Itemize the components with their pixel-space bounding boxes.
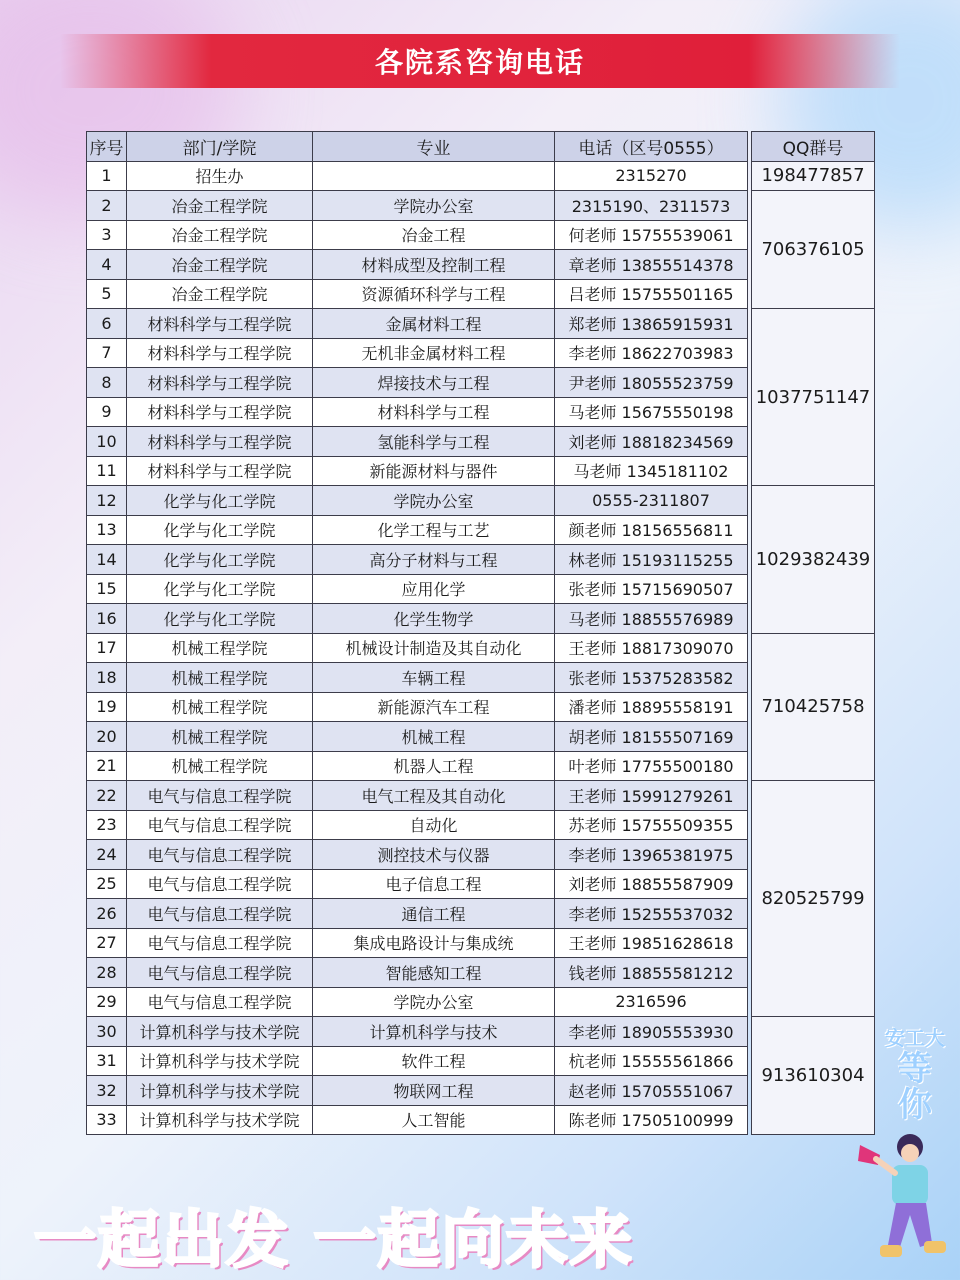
row-phone: 钱老师 18855581212: [555, 958, 748, 988]
row-phone: 苏老师 15755509355: [555, 810, 748, 840]
row-major: 机械设计制造及其自动化: [313, 633, 555, 663]
row-index: 23: [87, 810, 127, 840]
row-department: 电气与信息工程学院: [127, 869, 313, 899]
row-index: 28: [87, 958, 127, 988]
side-text-school: 安工大: [885, 1026, 945, 1050]
qq-group-number: 1037751147: [752, 309, 875, 486]
column-gap: [748, 840, 752, 870]
column-gap: [748, 722, 752, 752]
row-phone: 赵老师 15705551067: [555, 1076, 748, 1106]
row-department: 电气与信息工程学院: [127, 899, 313, 929]
row-index: 22: [87, 781, 127, 811]
cheering-girl-illustration: [840, 1125, 960, 1280]
row-index: 9: [87, 397, 127, 427]
row-index: 2: [87, 191, 127, 221]
row-index: 25: [87, 869, 127, 899]
row-phone: 林老师 15193115255: [555, 545, 748, 575]
column-gap: [748, 810, 752, 840]
row-department: 机械工程学院: [127, 722, 313, 752]
row-department: 化学与化工学院: [127, 604, 313, 634]
row-major: 软件工程: [313, 1046, 555, 1076]
column-gap: [748, 663, 752, 693]
row-phone: 胡老师 18155507169: [555, 722, 748, 752]
column-gap: [748, 368, 752, 398]
table-row: [87, 633, 875, 663]
row-major: 测控技术与仪器: [313, 840, 555, 870]
column-gap: [748, 574, 752, 604]
table-row: [87, 1017, 875, 1047]
page-title: 各院系咨询电话: [60, 34, 900, 88]
row-major: 物联网工程: [313, 1076, 555, 1106]
row-department: 化学与化工学院: [127, 574, 313, 604]
row-department: 冶金工程学院: [127, 250, 313, 280]
column-gap: [748, 604, 752, 634]
row-index: 26: [87, 899, 127, 929]
row-major: 学院办公室: [313, 191, 555, 221]
row-index: 27: [87, 928, 127, 958]
row-index: 7: [87, 338, 127, 368]
side-text-wait: 等: [898, 1049, 932, 1089]
row-major: 新能源汽车工程: [313, 692, 555, 722]
row-department: 材料科学与工程学院: [127, 368, 313, 398]
row-major: 化学工程与工艺: [313, 515, 555, 545]
row-phone: 尹老师 18055523759: [555, 368, 748, 398]
row-major: 高分子材料与工程: [313, 545, 555, 575]
row-phone: 王老师 19851628618: [555, 928, 748, 958]
figure-shoe-right: [924, 1241, 946, 1253]
column-gap: [748, 899, 752, 929]
column-gap: [748, 751, 752, 781]
row-department: 材料科学与工程学院: [127, 456, 313, 486]
row-index: 32: [87, 1076, 127, 1106]
row-department: 电气与信息工程学院: [127, 958, 313, 988]
row-phone: 刘老师 18855587909: [555, 869, 748, 899]
table-row: [87, 309, 875, 339]
table-header-row: [87, 132, 875, 162]
figure-shirt: [892, 1165, 928, 1205]
row-department: 机械工程学院: [127, 663, 313, 693]
row-major: 无机非金属材料工程: [313, 338, 555, 368]
row-phone: 张老师 15715690507: [555, 574, 748, 604]
slogan: 一起出发 一起向未来: [34, 1203, 634, 1276]
row-index: 13: [87, 515, 127, 545]
row-index: 14: [87, 545, 127, 575]
row-index: 15: [87, 574, 127, 604]
qq-group-number: 913610304: [752, 1017, 875, 1135]
header-qq: QQ群号: [752, 132, 875, 162]
column-gap: [748, 1046, 752, 1076]
row-major: 机器人工程: [313, 751, 555, 781]
column-gap: [748, 869, 752, 899]
row-department: 机械工程学院: [127, 633, 313, 663]
row-major: 资源循环科学与工程: [313, 279, 555, 309]
row-department: 化学与化工学院: [127, 515, 313, 545]
figure-shoe-left: [880, 1245, 902, 1257]
row-department: 计算机科学与技术学院: [127, 1076, 313, 1106]
row-major: 金属材料工程: [313, 309, 555, 339]
qq-group-number: 820525799: [752, 781, 875, 1017]
row-department: 化学与化工学院: [127, 545, 313, 575]
row-phone: 王老师 18817309070: [555, 633, 748, 663]
column-gap: [748, 279, 752, 309]
row-department: 机械工程学院: [127, 751, 313, 781]
row-major: 车辆工程: [313, 663, 555, 693]
row-department: 计算机科学与技术学院: [127, 1046, 313, 1076]
row-phone: 吕老师 15755501165: [555, 279, 748, 309]
table-row: [87, 161, 875, 191]
qq-group-number: 1029382439: [752, 486, 875, 634]
row-major: 人工智能: [313, 1105, 555, 1135]
row-major: 应用化学: [313, 574, 555, 604]
figure-face: [901, 1144, 919, 1162]
row-major: 计算机科学与技术: [313, 1017, 555, 1047]
row-phone: 章老师 13855514378: [555, 250, 748, 280]
column-gap: [748, 250, 752, 280]
row-department: 冶金工程学院: [127, 191, 313, 221]
row-major: 学院办公室: [313, 486, 555, 516]
row-department: 计算机科学与技术学院: [127, 1105, 313, 1135]
row-major: 新能源材料与器件: [313, 456, 555, 486]
row-index: 19: [87, 692, 127, 722]
row-department: 材料科学与工程学院: [127, 397, 313, 427]
row-index: 6: [87, 309, 127, 339]
figure-overalls: [888, 1203, 932, 1247]
row-index: 8: [87, 368, 127, 398]
header-major: 专业: [313, 132, 555, 162]
table-row: [87, 486, 875, 516]
row-department: 材料科学与工程学院: [127, 338, 313, 368]
header-department: 部门/学院: [127, 132, 313, 162]
row-major: 机械工程: [313, 722, 555, 752]
row-phone: 李老师 18622703983: [555, 338, 748, 368]
row-department: 机械工程学院: [127, 692, 313, 722]
row-phone: 2315190、2311573: [555, 191, 748, 221]
row-major: [313, 161, 555, 191]
row-phone: 郑老师 13865915931: [555, 309, 748, 339]
column-gap: [748, 397, 752, 427]
row-department: 计算机科学与技术学院: [127, 1017, 313, 1047]
row-department: 电气与信息工程学院: [127, 810, 313, 840]
row-department: 材料科学与工程学院: [127, 309, 313, 339]
column-gap: [748, 692, 752, 722]
row-index: 17: [87, 633, 127, 663]
row-phone: 马老师 15675550198: [555, 397, 748, 427]
row-index: 16: [87, 604, 127, 634]
column-gap: [748, 958, 752, 988]
row-index: 5: [87, 279, 127, 309]
header-phone: 电话（区号0555）: [555, 132, 748, 162]
qq-group-number: 710425758: [752, 633, 875, 781]
row-phone: 张老师 15375283582: [555, 663, 748, 693]
table-row: [87, 191, 875, 221]
header-index: 序号: [87, 132, 127, 162]
row-phone: 何老师 15755539061: [555, 220, 748, 250]
column-gap: [748, 545, 752, 575]
row-phone: 李老师 15255537032: [555, 899, 748, 929]
column-gap: [748, 1105, 752, 1135]
column-gap: [748, 427, 752, 457]
row-index: 18: [87, 663, 127, 693]
row-department: 电气与信息工程学院: [127, 840, 313, 870]
row-major: 集成电路设计与集成统: [313, 928, 555, 958]
row-phone: 马老师 18855576989: [555, 604, 748, 634]
row-major: 通信工程: [313, 899, 555, 929]
qq-group-number: 198477857: [752, 161, 875, 191]
row-department: 冶金工程学院: [127, 220, 313, 250]
row-major: 自动化: [313, 810, 555, 840]
row-department: 化学与化工学院: [127, 486, 313, 516]
row-major: 智能感知工程: [313, 958, 555, 988]
column-gap: [748, 987, 752, 1017]
column-gap: [748, 220, 752, 250]
column-gap: [748, 928, 752, 958]
row-phone: 叶老师 17755500180: [555, 751, 748, 781]
row-major: 学院办公室: [313, 987, 555, 1017]
row-department: 电气与信息工程学院: [127, 987, 313, 1017]
row-index: 31: [87, 1046, 127, 1076]
side-decor-text: [880, 1022, 950, 1123]
row-major: 冶金工程: [313, 220, 555, 250]
row-index: 20: [87, 722, 127, 752]
row-department: 电气与信息工程学院: [127, 781, 313, 811]
row-major: 材料成型及控制工程: [313, 250, 555, 280]
row-phone: 李老师 13965381975: [555, 840, 748, 870]
qq-group-number: 706376105: [752, 191, 875, 309]
row-department: 冶金工程学院: [127, 279, 313, 309]
row-major: 氢能科学与工程: [313, 427, 555, 457]
row-index: 10: [87, 427, 127, 457]
row-index: 1: [87, 161, 127, 191]
row-department: 电气与信息工程学院: [127, 928, 313, 958]
row-phone: 潘老师 18895558191: [555, 692, 748, 722]
row-phone: 0555-2311807: [555, 486, 748, 516]
column-gap: [748, 515, 752, 545]
row-department: 招生办: [127, 161, 313, 191]
row-major: 材料科学与工程: [313, 397, 555, 427]
row-index: 11: [87, 456, 127, 486]
table-row: [87, 781, 875, 811]
row-phone: 王老师 15991279261: [555, 781, 748, 811]
row-index: 24: [87, 840, 127, 870]
column-gap: [748, 338, 752, 368]
row-phone: 2315270: [555, 161, 748, 191]
row-major: 化学生物学: [313, 604, 555, 634]
row-index: 4: [87, 250, 127, 280]
row-index: 12: [87, 486, 127, 516]
row-major: 电气工程及其自动化: [313, 781, 555, 811]
column-gap: [748, 456, 752, 486]
row-department: 材料科学与工程学院: [127, 427, 313, 457]
row-phone: 杭老师 15555561866: [555, 1046, 748, 1076]
column-gap: [748, 1076, 752, 1106]
row-phone: 刘老师 18818234569: [555, 427, 748, 457]
row-index: 21: [87, 751, 127, 781]
row-phone: 马老师 1345181102: [555, 456, 748, 486]
contacts-table: [86, 131, 875, 1135]
row-phone: 陈老师 17505100999: [555, 1105, 748, 1135]
side-text-you: 你: [898, 1085, 932, 1125]
table-body: [87, 161, 875, 1135]
row-phone: 颜老师 18156556811: [555, 515, 748, 545]
row-phone: 李老师 18905553930: [555, 1017, 748, 1047]
row-major: 电子信息工程: [313, 869, 555, 899]
row-index: 33: [87, 1105, 127, 1135]
row-phone: 2316596: [555, 987, 748, 1017]
row-index: 3: [87, 220, 127, 250]
row-major: 焊接技术与工程: [313, 368, 555, 398]
row-index: 30: [87, 1017, 127, 1047]
row-index: 29: [87, 987, 127, 1017]
